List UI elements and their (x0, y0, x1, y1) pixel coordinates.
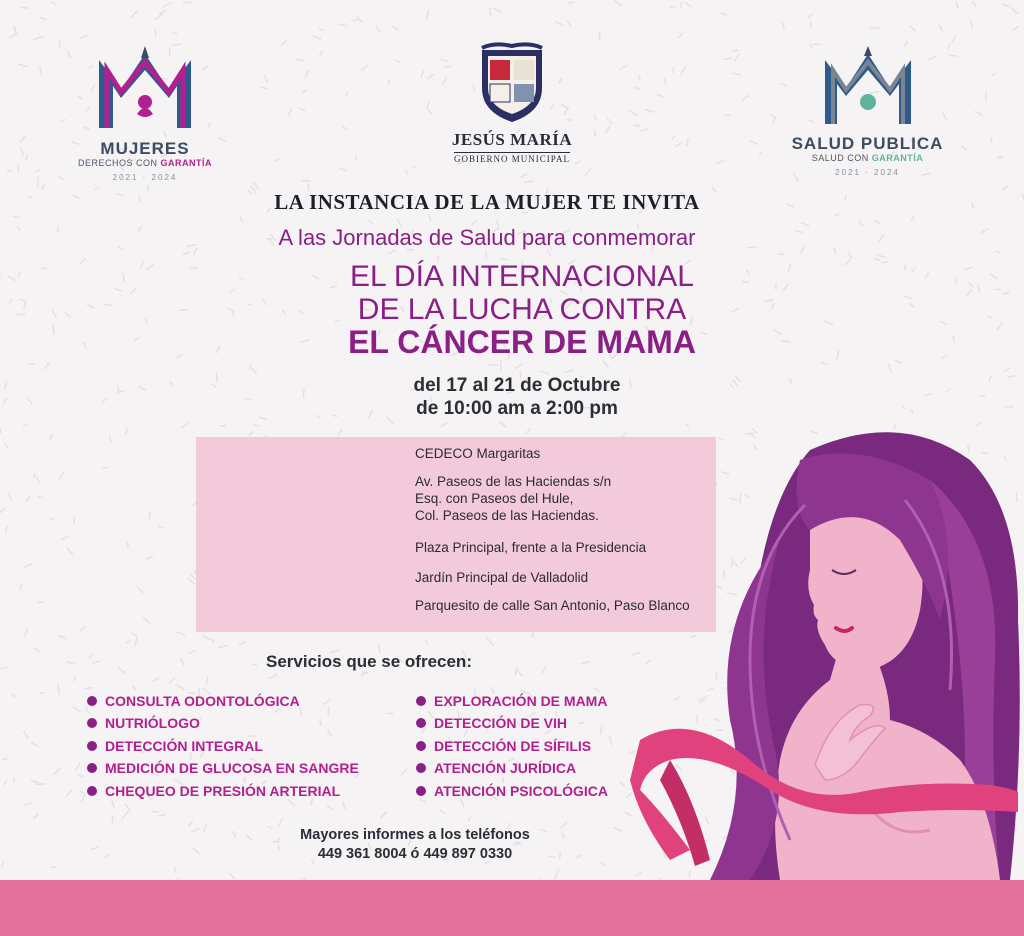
service-item: EXPLORACIÓN DE MAMA (416, 693, 607, 709)
contact-phones: 449 361 8004 ó 449 897 0330 (317, 846, 513, 862)
service-item: CONSULTA ODONTOLÓGICA (87, 693, 300, 709)
bullet-icon (416, 696, 426, 706)
schedule-location (415, 473, 611, 524)
service-item: ATENCIÓN PSICOLÓGICA (416, 783, 608, 799)
bullet-icon (416, 741, 426, 751)
service-item: DETECCIÓN DE SÍFILIS (416, 738, 591, 754)
event-title-line-2: DE LA LUCHA CONTRA (357, 293, 687, 326)
event-title-line-3: EL CÁNCER DE MAMA (348, 324, 696, 360)
bullet-icon (416, 718, 426, 728)
schedule-location-line: Col. Paseos de las Haciendas. (415, 508, 599, 523)
schedule-location-line: Esq. con Paseos del Hule, (415, 491, 574, 506)
service-item: DETECCIÓN INTEGRAL (87, 738, 263, 754)
contact-label: Mayores informes a los teléfonos (300, 827, 530, 843)
mujeres-logo (70, 40, 220, 182)
bullet-icon (87, 696, 97, 706)
mujeres-tagline: DERECHOS CON GARANTÍA (77, 158, 213, 168)
event-dates (5, 374, 1024, 420)
mujeres-years: 2021 · 2024 (112, 173, 178, 182)
services-title: Servicios que se ofrecen: (266, 652, 472, 671)
event-title-line-1: EL DÍA INTERNACIONAL (350, 260, 694, 293)
bullet-icon (416, 763, 426, 773)
mujeres-name: MUJERES (100, 139, 190, 158)
bullet-icon (416, 786, 426, 796)
jesus-maria-logo (432, 42, 592, 167)
bullet-icon (87, 718, 97, 728)
event-title (10, 260, 1024, 359)
schedule-location: Parquesito de calle San Antonio, Paso Blanco (415, 598, 690, 613)
municipal-shield-icon (474, 42, 550, 124)
salud-name: SALUD PUBLICA (791, 134, 944, 153)
bullet-icon (87, 741, 97, 751)
bottom-bar (0, 880, 1024, 936)
schedule-location-line: Av. Paseos de las Haciendas s/n (415, 474, 612, 489)
schedule-location: CEDECO Margaritas (415, 446, 541, 461)
salud-years: 2021 · 2024 (835, 168, 900, 177)
service-item: NUTRIÓLOGO (87, 715, 200, 731)
service-item: DETECCIÓN DE VIH (416, 715, 567, 731)
service-item: CHEQUEO DE PRESIÓN ARTERIAL (87, 783, 340, 799)
schedule-location: Plaza Principal, frente a la Presidencia (415, 540, 647, 555)
service-item: MEDICIÓN DE GLUCOSA EN SANGRE (87, 760, 359, 776)
salud-tagline: SALUD CON GARANTÍA (811, 153, 924, 163)
bullet-icon (87, 786, 97, 796)
m-logo-purple-icon (85, 40, 205, 135)
schedule-location: Jardín Principal de Valladolid (415, 570, 589, 585)
invitation-heading: LA INSTANCIA DE LA MUJER TE INVITA (274, 190, 700, 214)
time-range: de 10:00 am a 2:00 pm (416, 398, 618, 419)
bullet-icon (87, 763, 97, 773)
date-range: del 17 al 21 de Octubre (413, 375, 621, 396)
contact-info (270, 826, 560, 864)
municipality-subtitle: GOBIERNO MUNICIPAL (454, 154, 570, 164)
invitation-subheading: A las Jornadas de Salud para conmemorar (278, 225, 696, 250)
municipality-name: JESÚS MARÍA (451, 130, 573, 149)
service-item: ATENCIÓN JURÍDICA (416, 760, 576, 776)
m-logo-green-icon (813, 40, 923, 130)
salud-publica-logo (790, 40, 945, 177)
